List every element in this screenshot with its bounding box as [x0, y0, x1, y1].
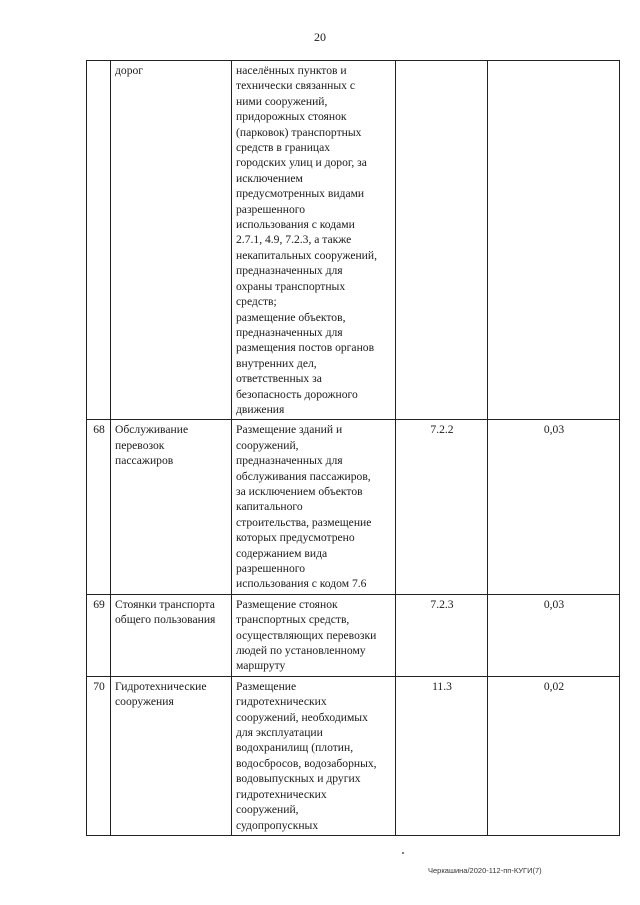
row-number-cell: 70	[87, 676, 111, 835]
use-description-line: движения	[236, 402, 285, 416]
use-description-line: для эксплуатации	[236, 726, 323, 740]
coefficient-cell: 0,03	[488, 594, 620, 676]
use-description-line: средств;	[236, 295, 277, 309]
use-code-cell: 11.3	[396, 676, 488, 835]
use-description-line: строительства, размещение	[236, 515, 372, 529]
table-row	[87, 594, 620, 676]
use-description-line: Размещение стоянок	[236, 597, 338, 611]
use-description-line: предназначенных для	[236, 454, 343, 468]
use-description-line: городских улиц и дорог, за	[236, 156, 367, 170]
use-description-line: Размещение зданий и	[236, 423, 343, 437]
use-description-line: 2.7.1, 4.9, 7.2.3, а также	[236, 233, 352, 247]
use-description-cell	[232, 61, 396, 420]
table-row	[87, 676, 620, 835]
use-description-line: сооружений,	[236, 438, 299, 452]
use-description-line: размещения постов органов	[236, 341, 375, 355]
scan-speck	[402, 852, 404, 854]
use-description-line: за исключением объектов	[236, 484, 363, 498]
use-description-line: размещение объектов,	[236, 310, 346, 324]
use-description-line: судопропускных	[236, 818, 319, 832]
use-name-line: Гидротехнические	[115, 679, 207, 693]
use-description-line: гидротехнических	[236, 787, 327, 801]
use-description-line: сооружений,	[236, 803, 299, 817]
table-body	[87, 61, 620, 836]
use-name-line: перевозок	[115, 438, 165, 452]
use-description-line: разрешенного	[236, 202, 306, 216]
use-description-line: исключением	[236, 171, 303, 185]
use-name-line: сооружения	[115, 695, 174, 709]
use-description-cell	[232, 676, 396, 835]
use-description-line: гидротехнических	[236, 695, 327, 709]
use-description-line: использования с кодами	[236, 218, 355, 232]
use-description-line: предназначенных для	[236, 264, 343, 278]
use-description-line: сооружений, необходимых	[236, 710, 368, 724]
coefficient-cell: 0,03	[488, 420, 620, 594]
use-description-line: содержанием вида	[236, 546, 328, 560]
use-description-line: населённых пунктов и	[236, 64, 347, 77]
use-description-line: людей по установленному	[236, 644, 366, 658]
use-description-line: некапитальных сооружений,	[236, 248, 377, 262]
table-row	[87, 420, 620, 594]
use-description-line: осуществляющих перевозки	[236, 628, 377, 642]
use-name-line: пассажиров	[115, 454, 174, 468]
use-description-line: водохранилищ (плотин,	[236, 741, 354, 755]
use-description-line: средств в границах	[236, 141, 331, 155]
use-description-line: (парковок) транспортных	[236, 125, 362, 139]
use-description-line: предназначенных для	[236, 325, 343, 339]
land-use-table	[86, 60, 620, 836]
coefficient-cell	[488, 61, 620, 420]
use-code-cell: 7.2.3	[396, 594, 488, 676]
use-description-line: которых предусмотрено	[236, 531, 355, 545]
use-name-line: общего пользования	[115, 613, 216, 627]
use-name-line: Обслуживание	[115, 423, 189, 437]
use-description-line: предусмотренных видами	[236, 187, 365, 201]
use-description-line: внутренних дел,	[236, 356, 317, 370]
row-number-cell: 68	[87, 420, 111, 594]
use-description-cell	[232, 594, 396, 676]
use-description-line: разрешенного	[236, 562, 306, 575]
use-description-line: безопасность дорожного	[236, 387, 358, 401]
use-description-line: транспортных средств,	[236, 613, 350, 627]
use-description-line: охраны транспортных	[236, 279, 346, 293]
use-code-cell	[396, 61, 488, 420]
row-number-cell	[87, 61, 111, 420]
use-description-line: водовыпускных и других	[236, 772, 361, 786]
use-description-line: водосбросов, водозаборных,	[236, 756, 377, 770]
use-description-line: ответственных за	[236, 372, 322, 386]
coefficient-cell: 0,02	[488, 676, 620, 835]
use-description-line: капитального	[236, 500, 303, 514]
use-description-line: обслуживания пассажиров,	[236, 469, 371, 483]
use-description-line: ними сооружений,	[236, 94, 328, 108]
use-description-line: использования с кодом 7.6	[236, 577, 367, 591]
use-description-cell	[232, 420, 396, 594]
document-footer: Черкашина/2020-112-пп-КУГИ(7)	[428, 866, 542, 875]
use-description-line: Размещение	[236, 679, 297, 693]
use-name-cell	[111, 676, 232, 835]
use-description-line: придорожных стоянок	[236, 110, 347, 124]
use-name-cell	[111, 420, 232, 594]
use-description-line: маршруту	[236, 659, 286, 673]
use-name-line: дорог	[115, 64, 144, 77]
row-number-cell: 69	[87, 594, 111, 676]
page-number: 20	[314, 30, 326, 44]
table-row	[87, 61, 620, 420]
use-name-cell	[111, 594, 232, 676]
use-name-cell	[111, 61, 232, 420]
use-name-line: Стоянки транспорта	[115, 597, 215, 611]
use-code-cell: 7.2.2	[396, 420, 488, 594]
use-description-line: технически связанных с	[236, 79, 355, 93]
